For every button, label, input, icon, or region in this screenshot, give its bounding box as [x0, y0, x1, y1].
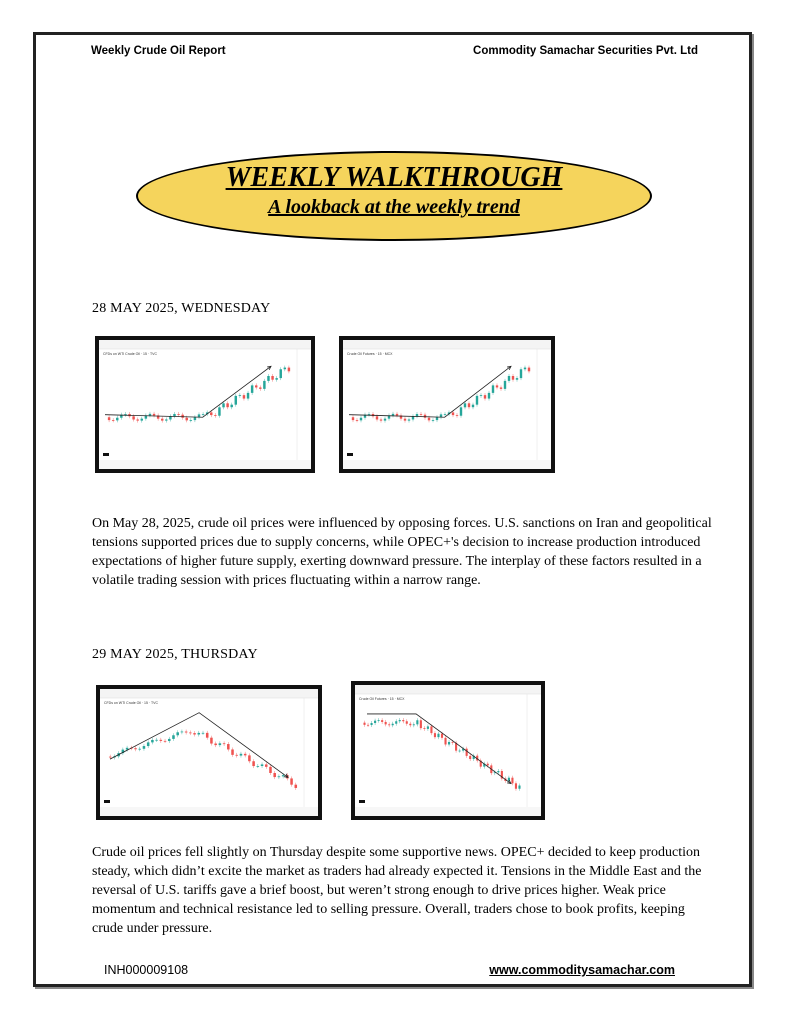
- candle: [459, 751, 461, 752]
- chart-screenshot: [96, 685, 322, 820]
- candle: [251, 385, 253, 393]
- chart-symbol-label: Crude Oil Futures · 15 · MCX: [347, 352, 393, 356]
- candle: [290, 778, 293, 784]
- candle: [202, 414, 204, 415]
- candle: [239, 395, 241, 396]
- candle: [376, 416, 378, 419]
- candle: [177, 414, 179, 415]
- section-date-2: 29 MAY 2025, THURSDAY: [92, 647, 258, 662]
- candle: [132, 416, 134, 419]
- candle: [409, 724, 411, 725]
- candle: [247, 393, 249, 399]
- candle: [176, 732, 179, 735]
- candle: [464, 403, 466, 407]
- candle: [161, 419, 163, 421]
- website-link[interactable]: www.commoditysamachar.com: [489, 963, 675, 977]
- candle: [452, 412, 454, 415]
- candle: [436, 417, 438, 420]
- candle: [424, 415, 426, 418]
- candle: [149, 414, 151, 416]
- candle: [352, 417, 354, 420]
- candle: [227, 744, 230, 749]
- candle: [468, 403, 470, 407]
- candle: [492, 385, 494, 393]
- tradingview-logo: [103, 453, 109, 456]
- candle: [222, 403, 224, 407]
- price-chart-image: [343, 340, 551, 469]
- candle: [487, 764, 489, 766]
- candle: [235, 755, 238, 756]
- candle: [448, 742, 450, 745]
- candle: [384, 419, 386, 421]
- candle: [360, 418, 362, 421]
- candle: [263, 381, 265, 389]
- trend-line-annotation: [349, 366, 511, 417]
- chart-symbol-label: CFDs on WTI Crude Oil · 15 · TVC: [104, 701, 159, 705]
- chart-symbol-label: CFDs on WTI Crude Oil · 15 · TVC: [103, 352, 158, 356]
- candle: [408, 419, 410, 420]
- candle: [155, 740, 158, 741]
- candle: [381, 720, 383, 722]
- candle: [368, 414, 370, 415]
- chart-time-axis: [343, 460, 551, 469]
- chart-time-axis: [100, 807, 318, 816]
- candle: [273, 773, 276, 777]
- candle: [441, 734, 443, 738]
- candle: [413, 724, 415, 725]
- candle: [404, 419, 406, 421]
- candle: [396, 414, 398, 416]
- candle: [230, 405, 232, 408]
- candle: [515, 783, 517, 788]
- price-chart-image: [355, 685, 541, 816]
- chart-screenshot: [95, 336, 315, 473]
- candle: [452, 742, 454, 743]
- tradingview-logo: [104, 800, 110, 803]
- candle: [497, 771, 499, 772]
- candle: [469, 756, 471, 759]
- chart-screenshot: [351, 681, 545, 820]
- candle: [444, 738, 446, 745]
- candle: [456, 415, 458, 416]
- candle: [185, 732, 188, 733]
- candle: [109, 757, 112, 758]
- candle: [141, 419, 143, 421]
- chart-toolbar: [355, 685, 541, 694]
- candle: [430, 726, 432, 733]
- candle: [378, 720, 380, 721]
- candle: [466, 749, 468, 756]
- banner-title: WEEKLY WALKTHROUGH: [225, 162, 563, 193]
- candle: [275, 378, 277, 380]
- candle: [244, 754, 247, 756]
- candle: [420, 720, 422, 728]
- candle: [172, 735, 175, 739]
- candle: [520, 369, 522, 378]
- candle: [500, 387, 502, 388]
- candle: [392, 724, 394, 726]
- candle: [138, 749, 141, 750]
- candle: [416, 720, 418, 724]
- candle: [374, 721, 376, 723]
- candle: [181, 415, 183, 418]
- candle: [186, 418, 188, 421]
- candle: [153, 414, 155, 416]
- candle: [173, 414, 175, 416]
- candle: [278, 776, 281, 777]
- candle: [259, 387, 261, 388]
- candle: [480, 395, 482, 396]
- candle: [189, 732, 192, 733]
- candle: [198, 733, 201, 735]
- candle: [284, 368, 286, 370]
- candle: [434, 733, 436, 737]
- trend-line-annotation: [105, 366, 271, 417]
- candle: [444, 414, 446, 415]
- candle: [164, 741, 167, 742]
- tradingview-logo: [347, 453, 353, 456]
- registration-number: INH000009108: [104, 963, 189, 977]
- price-chart-image: [99, 340, 311, 469]
- candle: [269, 767, 272, 773]
- chart-toolbar: [343, 340, 551, 349]
- candle: [288, 368, 290, 372]
- candle: [402, 720, 404, 721]
- candle: [124, 414, 126, 415]
- candle: [371, 723, 373, 725]
- candle: [406, 721, 408, 723]
- candle: [214, 744, 217, 746]
- candle: [168, 739, 171, 741]
- candle: [151, 740, 154, 742]
- candle: [516, 378, 518, 380]
- candle: [147, 742, 150, 746]
- candle: [388, 724, 390, 725]
- section-date-1: 28 MAY 2025, WEDNESDAY: [92, 301, 271, 316]
- candle: [271, 376, 273, 380]
- candle: [420, 414, 422, 415]
- candle: [363, 723, 365, 725]
- candle: [136, 419, 138, 420]
- chart-screenshot: [339, 336, 555, 473]
- candle: [399, 720, 401, 721]
- candle: [488, 393, 490, 399]
- candle: [261, 764, 264, 766]
- candle: [165, 419, 167, 420]
- candle: [295, 785, 298, 788]
- candle: [108, 417, 110, 420]
- trend-line-annotation: [110, 713, 288, 778]
- candle: [243, 395, 245, 398]
- candle: [282, 775, 285, 776]
- candle: [194, 417, 196, 420]
- candle: [210, 412, 212, 415]
- candle: [508, 376, 510, 381]
- chart-time-axis: [99, 460, 311, 469]
- chart-time-axis: [355, 807, 541, 816]
- candle: [214, 415, 216, 416]
- candle: [255, 385, 257, 387]
- candle: [476, 396, 478, 405]
- candle: [223, 743, 226, 744]
- candle: [252, 761, 255, 766]
- candle: [504, 381, 506, 389]
- candle: [427, 726, 429, 728]
- candle: [257, 766, 260, 767]
- candle: [267, 376, 269, 381]
- candle: [226, 403, 228, 407]
- chart-symbol-label: Crude Oil Futures · 15 · MCX: [359, 697, 405, 701]
- candle: [193, 733, 196, 734]
- candle: [472, 405, 474, 408]
- candle: [206, 733, 209, 738]
- candle: [112, 420, 114, 421]
- candle: [160, 740, 163, 741]
- candle: [116, 418, 118, 421]
- candle: [395, 721, 397, 723]
- section-paragraph-1: On May 28, 2025, crude oil prices were influenced by opposing forces. U.S. sanctions on Iran and geopolitical tensions supported prices due to supply concerns, while OPEC+'s decision to increase production introduced expectations of higher future supply, exerting downward pressure. The interplay of these factors resulted in a volatile trading session with prices fluctuating within a narrow range.: [92, 516, 712, 588]
- candle: [524, 368, 526, 370]
- report-title: Weekly Crude Oil Report: [91, 45, 226, 57]
- candle: [190, 420, 192, 421]
- tradingview-logo: [359, 800, 365, 803]
- candle: [218, 407, 220, 415]
- weekly-walkthrough-banner: [136, 151, 652, 241]
- candle: [437, 734, 439, 737]
- candle: [528, 368, 530, 372]
- candle: [512, 376, 514, 380]
- candle: [367, 725, 369, 726]
- candle: [496, 385, 498, 387]
- candle: [356, 420, 358, 421]
- candle: [428, 418, 430, 421]
- candle: [416, 414, 418, 416]
- candle: [210, 738, 213, 744]
- chart-toolbar: [99, 340, 311, 349]
- candle: [385, 722, 387, 724]
- candle: [265, 764, 268, 766]
- banner-subtitle: A lookback at the weekly trend: [268, 196, 520, 218]
- candle: [518, 786, 520, 789]
- price-chart-image: [100, 689, 318, 816]
- candle: [134, 748, 137, 749]
- candle: [219, 743, 222, 745]
- candle: [511, 778, 513, 784]
- candle: [380, 419, 382, 420]
- candle: [484, 395, 486, 398]
- candle: [235, 396, 237, 405]
- section-paragraph-2: Crude oil prices fell slightly on Thursday despite some supportive news. OPEC+ decided to keep production steady, which didn’t excite the market as traders had already expected it. Tensions in the Middle East and the reversal of U.S. tariffs gave a brief boost, but weren’t strong enough to drive prices higher. Weak price momentum and technical resistance led to selling pressure. Overall, traders chose to book profits, keeping crude under pressure.: [92, 845, 702, 936]
- candle: [231, 749, 234, 754]
- candle: [392, 414, 394, 416]
- candle: [280, 369, 282, 378]
- chart-toolbar: [100, 689, 318, 698]
- company-name: Commodity Samachar Securities Pvt. Ltd: [473, 45, 698, 57]
- candle: [423, 728, 425, 729]
- candle: [240, 754, 243, 756]
- candle: [432, 420, 434, 421]
- candle: [460, 407, 462, 415]
- candle: [202, 733, 205, 734]
- candle: [181, 732, 184, 733]
- candle: [143, 746, 146, 749]
- candle: [248, 755, 251, 761]
